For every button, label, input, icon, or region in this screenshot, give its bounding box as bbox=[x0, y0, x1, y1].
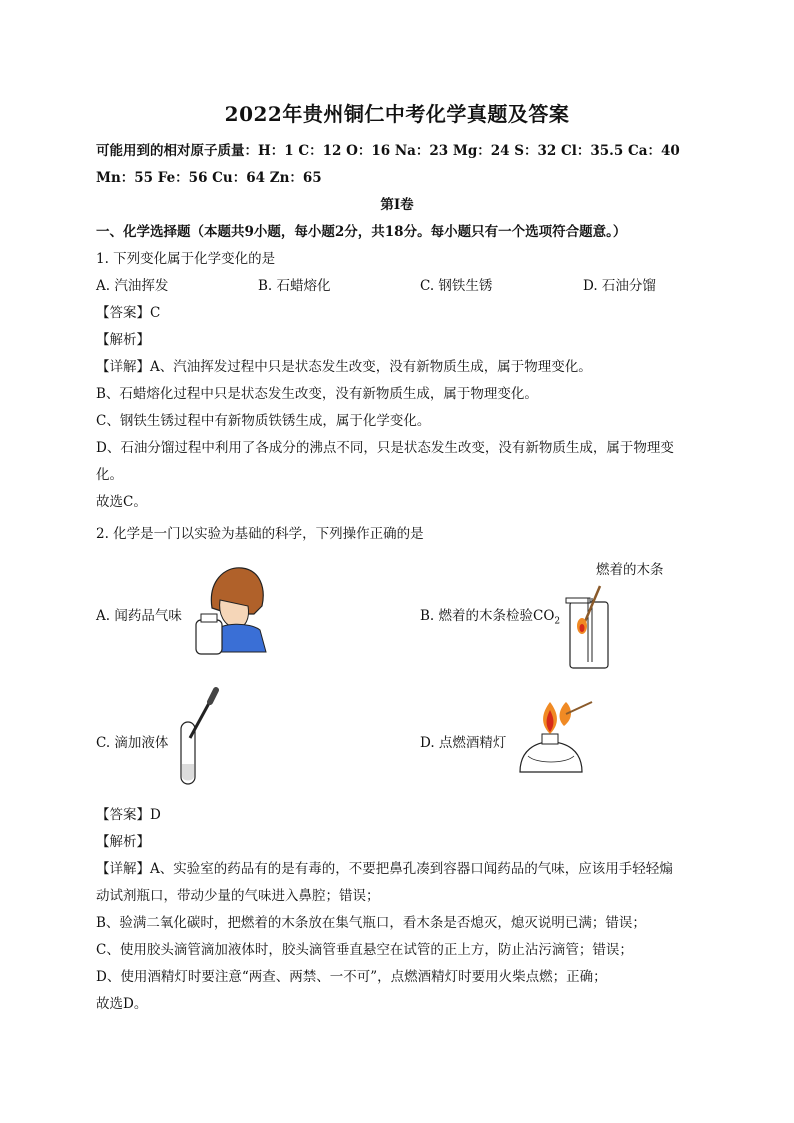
q2-detail-b: B、验满二氧化碳时，把燃着的木条放在集气瓶口，看木条是否熄灭，熄灭说明已满；错误； bbox=[96, 915, 646, 931]
q2-detail-a: 【详解】A、实验室的药品有的是有毒的，不要把鼻孔凑到容器口闻药品的气味，应该用手轻轻煽 bbox=[96, 861, 673, 877]
dropper-test-tube-illustration bbox=[176, 686, 226, 790]
q1-detail-b: B、石蜡熔化过程中只是状态发生改变，没有新物质生成，属于物理变化。 bbox=[96, 386, 538, 402]
question-1-stem: 1. 下列变化属于化学变化的是 bbox=[96, 251, 276, 267]
q2-option-b bbox=[420, 604, 560, 627]
q1-option-c: C. 钢铁生锈 bbox=[420, 278, 493, 294]
q2-conclusion: 故选D。 bbox=[96, 996, 148, 1012]
q2-option-c: C. 滴加液体 bbox=[96, 735, 169, 751]
q2-analysis-label: 【解析】 bbox=[96, 834, 150, 850]
q2-option-d: D. 点燃酒精灯 bbox=[420, 735, 507, 751]
atomic-mass-line-2: Mn：55 Fe：56 Cu：64 Zn：65 bbox=[96, 170, 322, 186]
section-heading: 一、化学选择题（本题共9小题，每小题2分，共18分。每小题只有一个选项符合题意。） bbox=[96, 224, 627, 240]
q1-option-b: B. 石蜡熔化 bbox=[258, 278, 331, 294]
q2-option-a: A. 闻药品气味 bbox=[96, 608, 182, 624]
q1-detail-c: C、钢铁生锈过程中有新物质铁锈生成，属于化学变化。 bbox=[96, 413, 431, 429]
q2-option-b-text: B. 燃着的木条检验CO bbox=[420, 608, 555, 624]
q2-detail-a-cont: 动试剂瓶口，带动少量的气味进入鼻腔；错误； bbox=[96, 888, 380, 904]
page-title: 2022年贵州铜仁中考化学真题及答案 bbox=[224, 102, 570, 126]
q2-answer: 【答案】D bbox=[96, 807, 161, 823]
q2-option-b-subscript: 2 bbox=[554, 616, 561, 627]
q2-detail-d: D、使用酒精灯时要注意“两查、两禁、一不可”，点燃酒精灯时要用火柴点燃；正确； bbox=[96, 969, 607, 985]
alcohol-lamp-illustration bbox=[516, 692, 600, 780]
q1-option-d: D. 石油分馏 bbox=[583, 278, 656, 294]
q1-option-a: A. 汽油挥发 bbox=[96, 278, 169, 294]
question-2-stem: 2. 化学是一门以实验为基础的科学，下列操作正确的是 bbox=[96, 526, 424, 542]
q1-detail-d: D、石油分馏过程中利用了各成分的沸点不同，只是状态发生改变，没有新物质生成，属于物理变 bbox=[96, 440, 674, 456]
q1-conclusion: 故选C。 bbox=[96, 494, 147, 510]
q1-answer: 【答案】C bbox=[96, 305, 161, 321]
q1-analysis-label: 【解析】 bbox=[96, 332, 150, 348]
smelling-chemical-illustration bbox=[190, 562, 268, 658]
gas-bottle-burning-stick-illustration bbox=[562, 582, 618, 670]
q2-detail-c: C、使用胶头滴管滴加液体时，胶头滴管垂直悬空在试管的正上方，防止沾污滴管；错误； bbox=[96, 942, 633, 958]
q1-detail-a: 【详解】A、汽油挥发过程中只是状态发生改变，没有新物质生成，属于物理变化。 bbox=[96, 359, 592, 375]
burning-stick-figure-label: 燃着的木条 bbox=[596, 562, 664, 578]
q1-detail-d-cont: 化。 bbox=[96, 467, 123, 483]
volume-label: 第I卷 bbox=[380, 197, 414, 213]
atomic-mass-line-1: 可能用到的相对原子质量：H：1 C：12 O：16 Na：23 Mg：24 S：32 Cl：35.5 Ca：40 bbox=[96, 143, 680, 159]
